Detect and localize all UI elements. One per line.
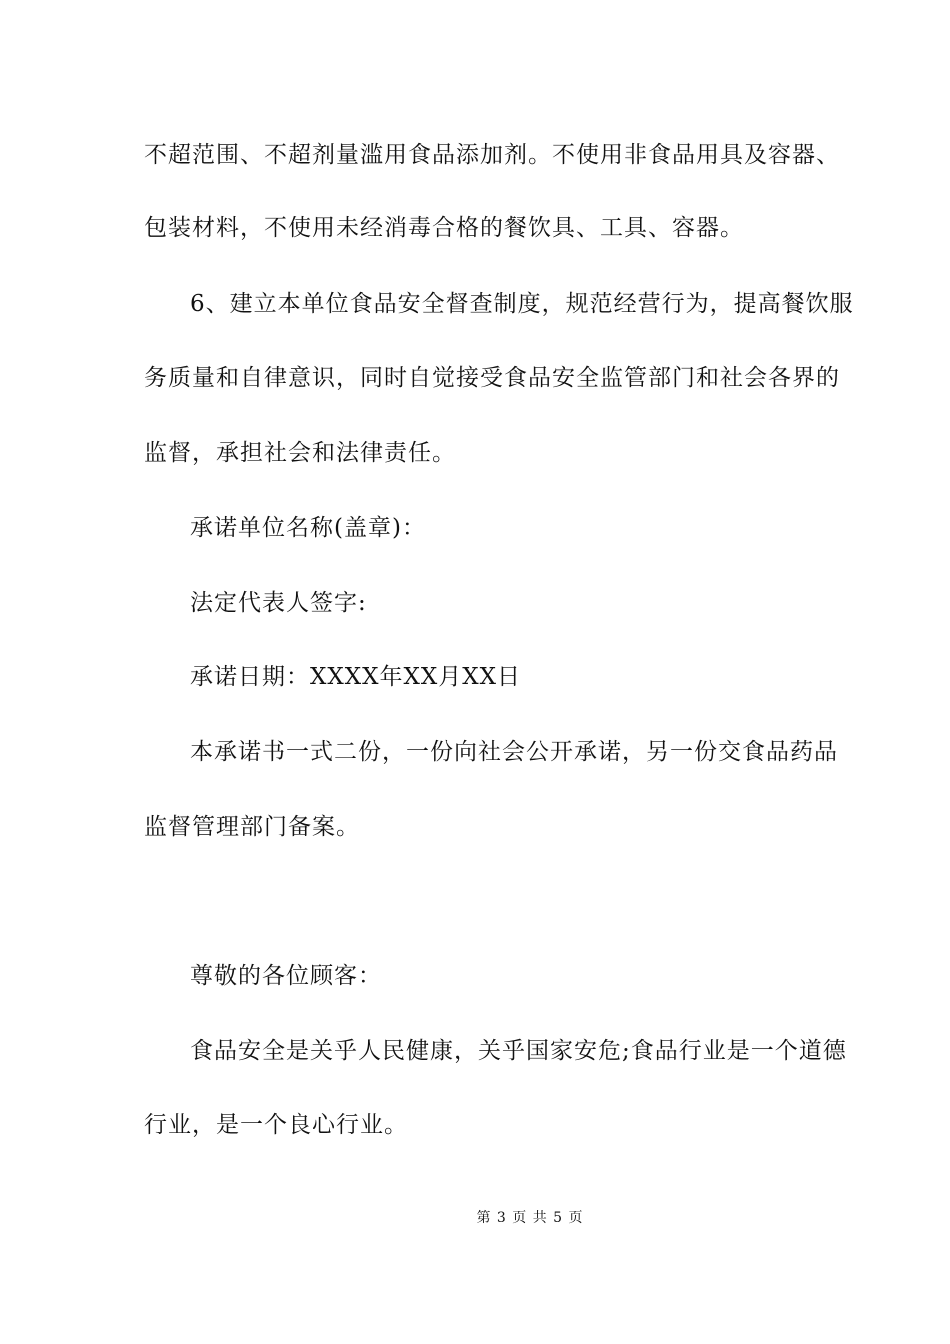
paragraph-2-line-2: 务质量和自律意识，同时自觉接受食品安全监管部门和社会各界的 <box>144 365 840 391</box>
paragraph-4-line-2: 行业，是一个良心行业。 <box>144 1112 408 1138</box>
signature-unit-name: 承诺单位名称(盖章)： <box>190 515 426 541</box>
paragraph-3-line-2: 监督管理部门备案。 <box>144 814 360 840</box>
paragraph-2-line-1: 6、建立本单位食品安全督查制度，规范经营行为，提高餐饮服 <box>190 291 854 317</box>
paragraph-1-line-2: 包装材料，不使用未经消毒合格的餐饮具、工具、容器。 <box>144 215 744 241</box>
paragraph-3-line-1: 本承诺书一式二份，一份向社会公开承诺，另一份交食品药品 <box>190 739 838 765</box>
paragraph-2-line-3: 监督，承担社会和法律责任。 <box>144 440 456 466</box>
page-footer: 第 3 页 共 5 页 <box>476 1210 584 1226</box>
paragraph-1-line-1: 不超范围、不超剂量滥用食品添加剂。不使用非食品用具及容器、 <box>144 142 840 168</box>
signature-representative: 法定代表人签字: <box>190 590 367 616</box>
letter-greeting: 尊敬的各位顾客： <box>190 963 382 989</box>
signature-date: 承诺日期：XXXX年XX月XX日 <box>190 664 521 690</box>
paragraph-4-line-1: 食品安全是关乎人民健康，关乎国家安危;食品行业是一个道德 <box>190 1038 847 1064</box>
